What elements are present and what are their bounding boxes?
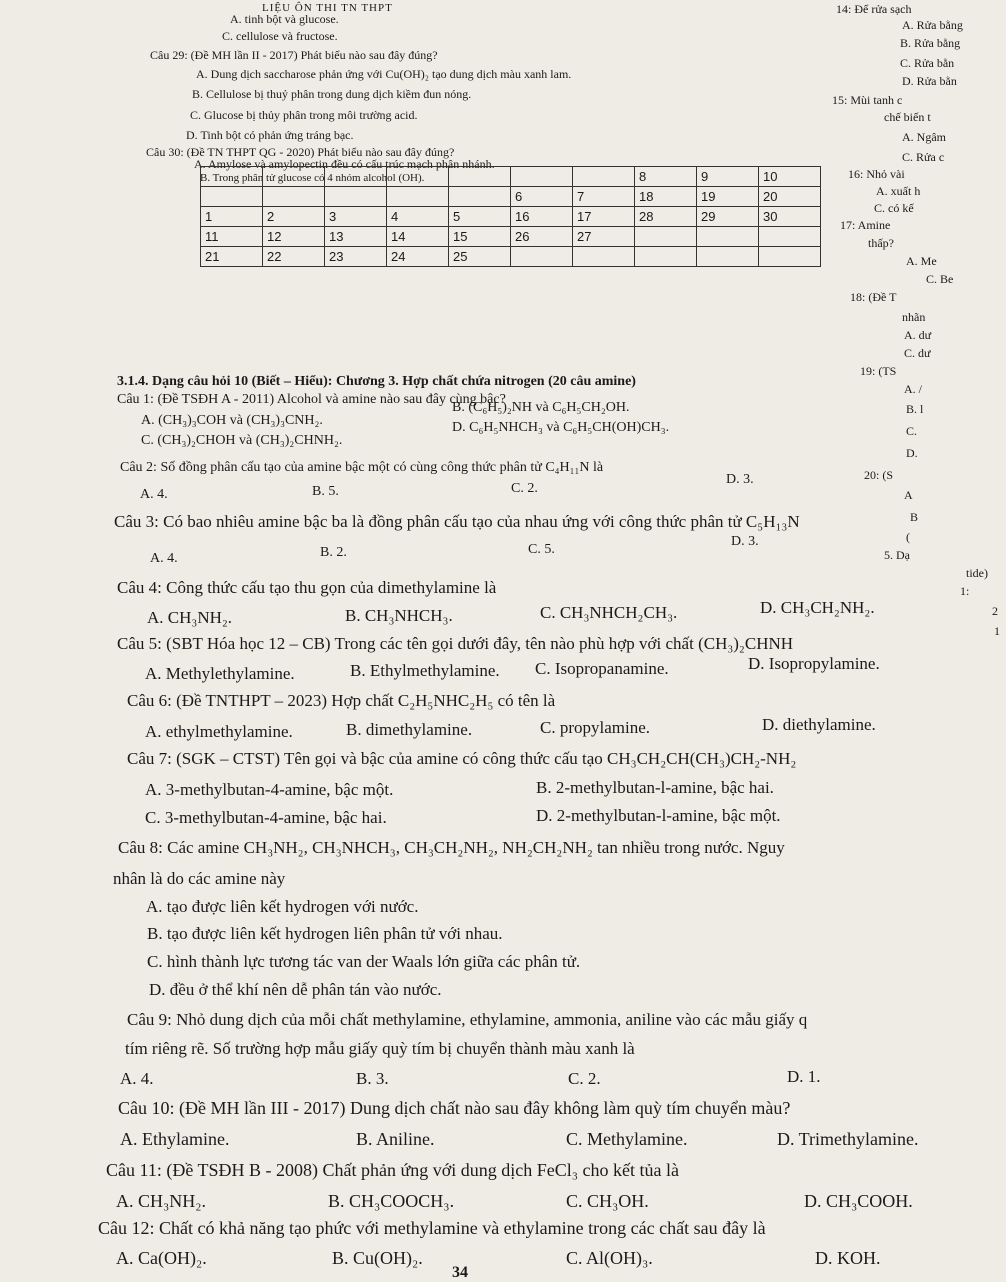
question-5-option-a: A. Methylethylamine.: [145, 664, 295, 683]
answer-grid-cell: 1: [201, 207, 263, 227]
right-column-fragment: nhãn: [902, 310, 926, 324]
question-3-option-c: C. 5.: [528, 542, 555, 557]
answer-grid-cell: [573, 247, 635, 267]
answer-grid-cell: 24: [387, 247, 449, 267]
answer-grid-cell: [449, 167, 511, 187]
answer-grid-row: [201, 207, 821, 227]
question-9-option-a: A. 4.: [120, 1069, 154, 1088]
section-title: 3.1.4. Dạng câu hỏi 10 (Biết – Hiểu): Chương 3. Hợp chất chứa nitrogen (20 câu amine): [117, 374, 640, 390]
right-column-fragment: 5. Dạ: [884, 548, 910, 562]
right-column-fragment: A. xuất h: [876, 184, 921, 198]
question-8-stem-continued: nhân là do các amine này: [113, 869, 286, 888]
question-3-stem: Câu 3: Có bao nhiêu amine bậc ba là đồng phân cấu tạo của nhau ứng với công thức phân tử C₅H₁₃N: [114, 512, 800, 531]
question-10-option-a: A. Ethylamine.: [120, 1129, 230, 1149]
question-10-option-d: D. Trimethylamine.: [777, 1129, 919, 1149]
question-30-option-b: B. Trong phân tử glucose có 4 nhóm alcohol (OH).: [200, 172, 425, 184]
right-column-fragment: A. dư: [904, 328, 932, 342]
right-column-fragment: C. có kế: [874, 201, 914, 215]
question-8-option-d: D. đều ở thể khí nên dễ phân tán vào nước.: [149, 980, 442, 999]
answer-grid-cell: 18: [635, 187, 697, 207]
question-7-option-d: D. 2-methylbutan-l-amine, bậc một.: [536, 806, 781, 825]
answer-grid-cell: 8: [635, 167, 697, 187]
answer-grid-cell: [449, 187, 511, 207]
answer-grid-row: [201, 247, 821, 267]
right-column-fragment: (: [906, 530, 910, 544]
answer-grid-cell: 26: [511, 227, 573, 247]
answer-grid-cell: 19: [697, 187, 759, 207]
question-5-option-d: D. Isopropylamine.: [748, 654, 880, 673]
question-11-option-c: C. CH₃OH.: [566, 1191, 649, 1211]
right-column-fragment: A. /: [904, 382, 922, 396]
question-11-option-d: D. CH₃COOH.: [804, 1191, 913, 1211]
answer-grid-cell: 22: [263, 247, 325, 267]
right-column-fragment: A. Ngâm: [902, 130, 946, 144]
right-column-fragment: chế biến t: [884, 110, 931, 124]
question-30-stem: Câu 30: (Đề TN THPT QG - 2020) Phát biểu nào sau đây đúng?: [146, 145, 455, 159]
right-column-fragment: C.: [906, 424, 918, 438]
right-column-fragment: C. Be: [926, 272, 954, 286]
question-30-option-a: A. Amylose và amylopectin đều có cấu trúc mạch phân nhánh.: [194, 157, 495, 171]
question-1-option-c: C. (CH₃)₂CHOH và (CH₃)₂CHNH₂.: [141, 433, 343, 448]
question-29-option-d: D. Tinh bột có phản ứng tráng bạc.: [186, 128, 354, 142]
question-2-option-a: A. 4.: [140, 487, 168, 502]
answer-grid-row: [201, 187, 821, 207]
page-number: 34: [452, 1264, 468, 1281]
answer-grid-cell: [387, 167, 449, 187]
right-column-fragment: B. l: [906, 402, 924, 416]
question-6-option-c: C. propylamine.: [540, 718, 651, 737]
right-column-fragment: A. Rửa bằng: [902, 18, 963, 32]
answer-grid-cell: 7: [573, 187, 635, 207]
option-c-cellulose: C. cellulose và fructose.: [222, 29, 338, 43]
right-column-fragment: C. Rửa bằn: [900, 56, 955, 70]
question-6-option-d: D. diethylamine.: [762, 715, 876, 734]
answer-grid-cell: 23: [325, 247, 387, 267]
question-12-option-b: B. Cu(OH)₂.: [332, 1248, 423, 1268]
right-column-fragment: thấp?: [868, 236, 894, 250]
question-4-option-a: A. CH₃NH₂.: [147, 608, 233, 627]
right-column-fragment: 19: (TS: [860, 364, 897, 378]
question-11-stem: Câu 11: (Đề TSĐH B - 2008) Chất phản ứng với dung dịch FeCl₃ cho kết tủa là: [106, 1160, 679, 1180]
question-8-stem: Câu 8: Các amine CH₃NH₂, CH₃NHCH₃, CH₃CH₂NH₂, NH₂CH₂NH₂ tan nhiều trong nước. Nguy: [118, 838, 785, 857]
question-11-option-a: A. CH₃NH₂.: [116, 1191, 207, 1211]
question-9-stem-continued: tím riêng rẽ. Số trường hợp mẫu giấy quỳ tím bị chuyển thành màu xanh là: [125, 1039, 635, 1058]
answer-grid-cell: 10: [759, 167, 821, 187]
answer-grid-cell: [511, 247, 573, 267]
answer-grid-cell: [697, 227, 759, 247]
right-column-fragment: 14: Để rửa sạch: [836, 2, 912, 16]
question-7-option-b: B. 2-methylbutan-l-amine, bậc hai.: [536, 778, 774, 797]
right-column-fragment: D.: [906, 446, 918, 460]
answer-grid-cell: 29: [697, 207, 759, 227]
answer-grid-cell: 16: [511, 207, 573, 227]
question-10-option-b: B. Aniline.: [356, 1129, 435, 1149]
answer-grid-cell: 5: [449, 207, 511, 227]
question-6-option-a: A. ethylmethylamine.: [145, 722, 293, 741]
question-2-option-c: C. 2.: [511, 481, 538, 496]
question-2-option-d: D. 3.: [726, 472, 754, 487]
running-head: LIỆU ÔN THI TN THPT: [262, 2, 393, 14]
answer-grid-row: [201, 227, 821, 247]
answer-grid-cell: 21: [201, 247, 263, 267]
answer-grid-cell: [263, 167, 325, 187]
question-11-option-b: B. CH₃COOCH₃.: [328, 1191, 455, 1211]
answer-grid-cell: 15: [449, 227, 511, 247]
answer-grid-cell: 2: [263, 207, 325, 227]
answer-grid: [200, 166, 821, 267]
question-8-option-a: A. tạo được liên kết hydrogen với nước.: [146, 897, 419, 916]
answer-grid-cell: 13: [325, 227, 387, 247]
question-29-option-a: A. Dung dịch saccharose phản ứng với Cu(OH)₂ tạo dung dịch màu xanh lam.: [196, 67, 572, 81]
answer-grid-cell: [635, 227, 697, 247]
question-4-option-d: D. CH₃CH₂NH₂.: [760, 598, 875, 617]
answer-grid-cell: 20: [759, 187, 821, 207]
right-column-fragment: 1: [994, 624, 1000, 638]
right-column-fragment: D. Rửa bằn: [902, 74, 957, 88]
question-7-stem: Câu 7: (SGK – CTST) Tên gọi và bậc của amine có công thức cấu tạo CH₃CH₂CH(CH₃)CH₂-NH₂: [127, 749, 797, 768]
question-1-option-a: A. (CH₃)₃COH và (CH₃)₃CNH₂.: [141, 413, 323, 428]
answer-grid-cell: [325, 167, 387, 187]
answer-grid-cell: [635, 247, 697, 267]
right-column-fragment: 18: (Đề T: [850, 290, 897, 304]
question-12-option-a: A. Ca(OH)₂.: [116, 1248, 207, 1268]
answer-grid-cell: [759, 247, 821, 267]
question-12-option-d: D. KOH.: [815, 1248, 881, 1268]
answer-grid-cell: 14: [387, 227, 449, 247]
answer-grid-cell: [263, 187, 325, 207]
right-column-fragment: 15: Mùi tanh c: [832, 93, 903, 107]
right-column-fragment: 20: (S: [864, 468, 894, 482]
answer-grid-cell: 11: [201, 227, 263, 247]
question-4-stem: Câu 4: Công thức cấu tạo thu gọn của dimethylamine là: [117, 578, 497, 597]
answer-grid-cell: 3: [325, 207, 387, 227]
answer-grid-cell: 4: [387, 207, 449, 227]
question-29-option-c: C. Glucose bị thủy phân trong môi trường acid.: [190, 108, 418, 122]
question-5-option-c: C. Isopropanamine.: [535, 659, 669, 678]
right-column-fragment: 1:: [960, 584, 970, 598]
question-7-option-c: C. 3-methylbutan-4-amine, bậc hai.: [145, 808, 387, 827]
answer-grid-cell: [573, 167, 635, 187]
question-29-stem: Câu 29: (Đề MH lần II - 2017) Phát biểu nào sau đây đúng?: [150, 48, 438, 62]
question-9-stem: Câu 9: Nhỏ dung dịch của mỗi chất methylamine, ethylamine, ammonia, aniline vào các mẫu giấy q: [127, 1010, 808, 1029]
right-column-fragment: B. Rửa bằng: [900, 36, 961, 50]
right-column-fragment: C. dư: [904, 346, 931, 360]
question-10-option-c: C. Methylamine.: [566, 1129, 688, 1149]
question-3-option-b: B. 2.: [320, 545, 347, 560]
question-1-option-d: D. C₆H₅NHCH₃ và C₆H₅CH(OH)CH₃.: [452, 420, 670, 435]
answer-grid-cell: 25: [449, 247, 511, 267]
answer-grid-cell: [325, 187, 387, 207]
question-10-stem: Câu 10: (Đề MH lần III - 2017) Dung dịch chất nào sau đây không làm quỳ tím chuyển màu?: [118, 1098, 791, 1118]
answer-grid-cell: 28: [635, 207, 697, 227]
question-3-option-a: A. 4.: [150, 551, 178, 566]
right-column-fragment: A: [904, 488, 913, 502]
answer-grid-cell: [201, 167, 263, 187]
answer-grid-cell: 6: [511, 187, 573, 207]
question-12-option-c: C. Al(OH)₃.: [566, 1248, 653, 1268]
question-6-option-b: B. dimethylamine.: [346, 720, 473, 739]
answer-grid-cell: [697, 247, 759, 267]
question-29-option-b: B. Cellulose bị thuỷ phân trong dung dịch kiềm đun nóng.: [192, 87, 472, 101]
question-3-option-d: D. 3.: [731, 534, 759, 549]
question-7-option-a: A. 3-methylbutan-4-amine, bậc một.: [145, 780, 394, 799]
question-1-stem: Câu 1: (Đề TSĐH A - 2011) Alcohol và amine nào sau đây cùng bậc?: [117, 392, 506, 407]
question-4-option-b: B. CH₃NHCH₃.: [345, 606, 453, 625]
right-column-fragment: B: [910, 510, 919, 524]
question-5-option-b: B. Ethylmethylamine.: [350, 661, 500, 680]
answer-grid-row: [201, 167, 821, 187]
question-2-option-b: B. 5.: [312, 484, 339, 499]
answer-grid-cell: 17: [573, 207, 635, 227]
question-8-option-c: C. hình thành lực tương tác van der Waals lớn giữa các phân tử.: [147, 952, 581, 971]
question-6-stem: Câu 6: (Đề TNTHPT – 2023) Hợp chất C₂H₅NHC₂H₅ có tên là: [127, 691, 556, 710]
answer-grid-cell: [201, 187, 263, 207]
right-column-fragment: A. Me: [906, 254, 937, 268]
answer-grid-cell: [387, 187, 449, 207]
question-8-option-b: B. tạo được liên kết hydrogen liên phân tử với nhau.: [147, 924, 503, 943]
right-column-fragment: 2: [992, 604, 998, 618]
answer-grid-cell: 12: [263, 227, 325, 247]
right-column-fragment: 16: Nhỏ vài: [848, 167, 905, 181]
right-column-fragment: 17: Amine: [840, 218, 891, 232]
answer-grid-cell: [511, 167, 573, 187]
question-2-stem: Câu 2: Số đồng phân cấu tạo của amine bậc một có cùng công thức phân tử C₄H₁₁N là: [120, 460, 604, 475]
answer-grid-cell: 9: [697, 167, 759, 187]
question-5-stem: Câu 5: (SBT Hóa học 12 – CB) Trong các tên gọi dưới đây, tên nào phù hợp với chất (CH₃)₂CHNH: [117, 634, 794, 653]
answer-grid-cell: 30: [759, 207, 821, 227]
right-column-fragment: tide): [966, 566, 988, 580]
answer-grid-cell: 27: [573, 227, 635, 247]
answer-grid-cell: [759, 227, 821, 247]
question-12-stem: Câu 12: Chất có khả năng tạo phức với methylamine và ethylamine trong các chất sau đây là: [98, 1218, 766, 1238]
question-9-option-d: D. 1.: [787, 1067, 821, 1086]
question-4-option-c: C. CH₃NHCH₂CH₃.: [540, 603, 678, 622]
question-9-option-c: C. 2.: [568, 1069, 601, 1088]
question-1-option-b: B. (C₆H₅)₂NH và C₆H₅CH₂OH.: [452, 400, 630, 415]
question-9-option-b: B. 3.: [356, 1069, 389, 1088]
right-column-fragment: C. Rửa c: [902, 150, 945, 164]
option-a-starch: A. tinh bột và glucose.: [230, 12, 339, 26]
